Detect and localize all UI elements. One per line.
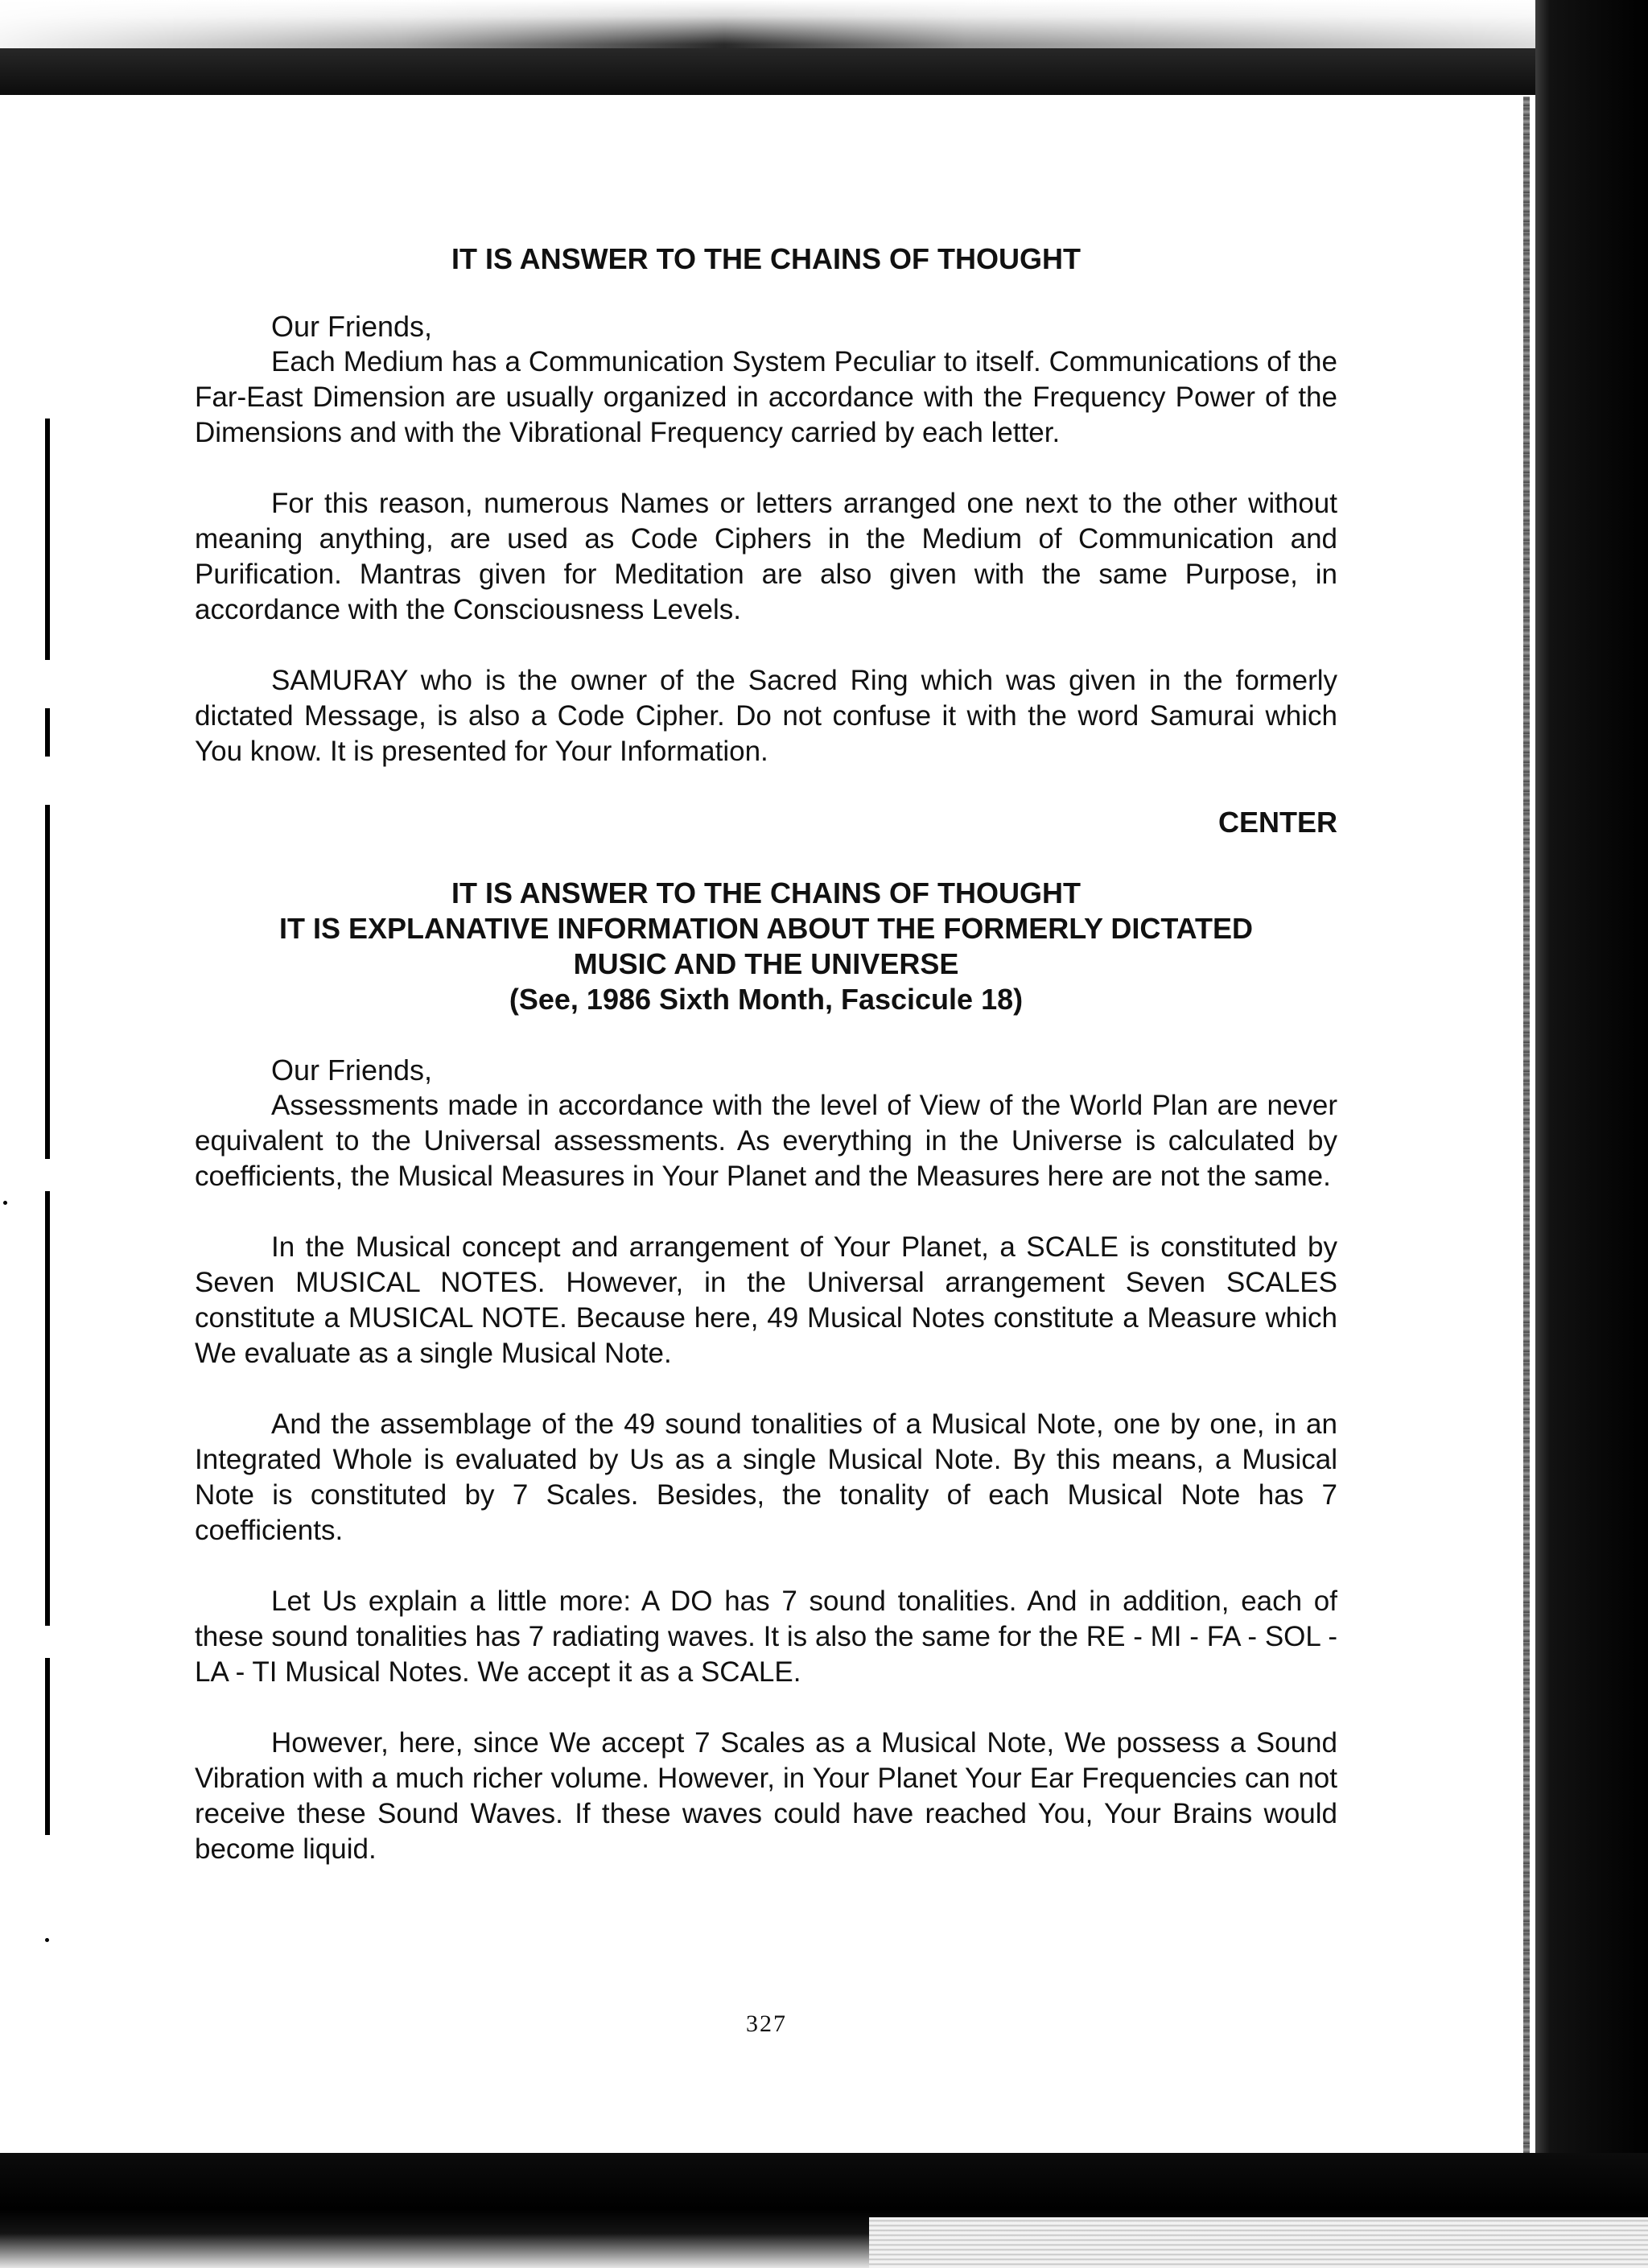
page-number: 327 [746,2010,787,2037]
paragraph: Each Medium has a Communication System Peculiar to itself. Communications of the Far-East Dimension are usually organized in accordance with the Frequency Power of the Dimensions and with the Vibrational Frequency carried by each letter. [195,346,1337,448]
section-heading: MUSIC AND THE UNIVERSE [573,947,959,980]
margin-mark [45,1191,50,1626]
margin-speck [45,1938,49,1942]
section-heading: IT IS EXPLANATIVE INFORMATION ABOUT THE FORMERLY DICTATED [278,912,1253,945]
paragraph: Assessments made in accordance with the level of View of the World Plan are never equivalent to the Universal assessments. As everything in the Universe is calculated by coefficients, the Musical Measures in Your Planet and the Measures here are not the same. [195,1090,1337,1192]
paragraph: In the Musical concept and arrangement of Your Planet, a SCALE is constituted by Seven MUSICAL NOTES. However, in the Universal arrangement Seven SCALES constitute a MUSICAL NOTE. Because here, 49 Musical Notes constitute a Measure which We evaluate as a single Musical Note. [195,1231,1337,1369]
section-heading: IT IS ANSWER TO THE CHAINS OF THOUGHT [451,876,1081,909]
scan-border-right [1535,0,1648,2268]
paragraph: SAMURAY who is the owner of the Sacred Ring which was given in the formerly dictated Message, is also a Code Cipher. Do not confuse it with the word Samurai which You know. It is presented for Your Information. [195,665,1337,767]
salutation: Our Friends, [271,1054,433,1087]
scan-border-bottom [0,2153,1648,2268]
signature: CENTER [1217,806,1337,839]
margin-mark [45,805,50,1159]
page-content [195,241,1337,1867]
salutation: Our Friends, [271,310,433,343]
section-music-and-universe [195,876,1337,1867]
margin-mark [45,419,50,660]
margin-speck [3,1201,7,1205]
scan-border-top [0,0,1648,95]
page-edge-shadow [1523,97,1530,2157]
margin-mark [45,708,50,757]
paragraph: And the assemblage of the 49 sound tonalities of a Musical Note, one by one, in an Integrated Whole is evaluated by Us as a single Musical Note. By this means, a Musical Note is constituted by 7 Scales. Besides, the tonality of each Musical Note has 7 coefficients. [195,1408,1337,1546]
margin-mark [45,1658,50,1835]
section-heading: IT IS ANSWER TO THE CHAINS OF THOUGHT [451,242,1081,275]
paragraph: Let Us explain a little more: A DO has 7 sound tonalities. And in addition, each of these sound tonalities has 7 radiating waves. It is also the same for the RE - MI - FA - SOL - LA - TI Musical Notes. We accept it as a SCALE. [195,1586,1337,1688]
paragraph: However, here, since We accept 7 Scales as a Musical Note, We possess a Sound Vibration with a much richer volume. However, in Your Planet Your Ear Frequencies can not receive these Sound Waves. If these waves could have reached You, Your Brains would become liquid. [195,1727,1337,1865]
section-reference: (See, 1986 Sixth Month, Fascicule 18) [509,983,1024,1016]
paragraph: For this reason, numerous Names or letters arranged one next to the other without meaning anything, are used as Code Ciphers in the Medium of Communication and Purification. Mantras given for Meditation are also given with the same Purpose, in accordance with the Consciousness Levels. [195,488,1337,625]
section-chains-of-thought-1 [195,241,1337,840]
